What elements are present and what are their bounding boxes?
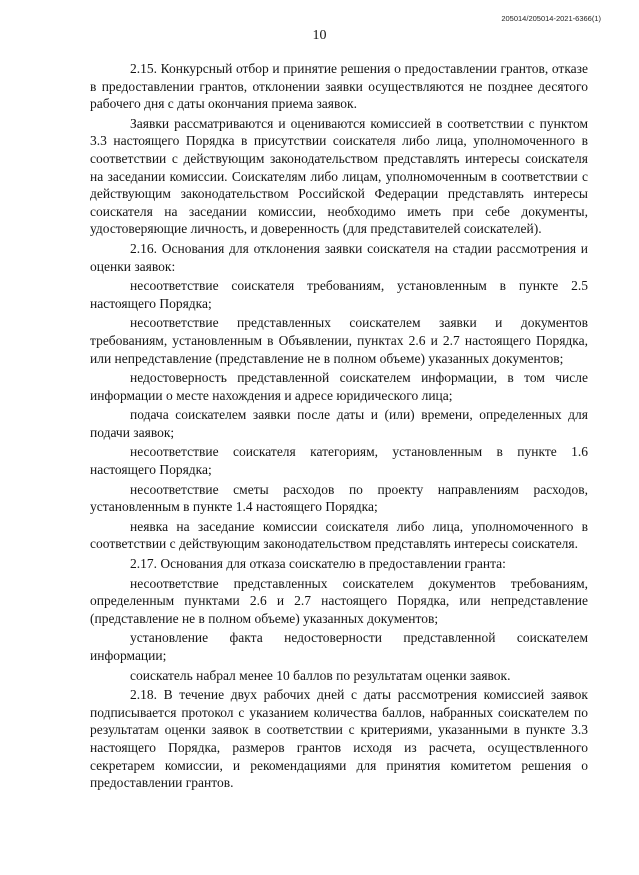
paragraph-review-commission: Заявки рассматриваются и оцениваются комиссией в соответствии с пунктом 3.3 настоящего Порядка в присутствии соискателя либо лица, уполномоченного в соответствии с действующим законодательством представлять интересы соискателя на заседании комиссии. Соискателям либо лицам, уполномоченным в соответствии с действующим законодательством Российской Федерации представлять интересы соискателя на заседании комиссии, необходимо иметь при себе документы, удостоверяющие личность, и доверенность (для представителей соискателей). (90, 115, 588, 237)
paragraph-2-17: 2.17. Основания для отказа соискателю в предоставлении гранта: (130, 556, 506, 572)
list-item: подача соискателем заявки после даты и (или) времени, определенных для подачи заявок; (90, 407, 588, 440)
list-item: установление факта недостоверности представленной соискателем информации; (90, 630, 588, 663)
document-id: 205014/205014-2021-6366(1) (501, 14, 601, 23)
list-item: недостоверность представленной соискателем информации, в том числе информации о месте нахождения и адресе юридического лица; (90, 370, 588, 403)
paragraph-2-15: 2.15. Конкурсный отбор и принятие решения о предоставлении грантов, отказе в предоставлении грантов, отклонении заявки осуществляются не позднее десятого рабочего дня с даты окончания приема заявок. (90, 61, 588, 112)
page-number: 10 (312, 28, 327, 43)
list-item: неявка на заседание комиссии соискателя либо лица, уполномоченного в соответствии с действующим законодательством представлять интересы соискателя. (90, 518, 588, 552)
list-item: несоответствие соискателя категориям, установленным в пункте 1.6 настоящего Порядка; (90, 444, 588, 478)
document-body (90, 60, 588, 794)
list-item: несоответствие представленных соискателем документов требованиям, определенным пунктами 2.6 и 2.7 настоящего Порядка, или непредставление (представление не в полном объеме) указанных документов; (90, 575, 588, 626)
list-item: несоответствие соискателя требованиям, установленным в пункте 2.5 настоящего Порядка; (90, 278, 588, 311)
list-item: несоответствие представленных соискателем заявки и документов требованиям, установленным в Объявлении, пунктах 2.6 и 2.7 настоящего Порядка, или непредставление (представление не в полном объеме) указанных документов; (90, 315, 588, 366)
paragraph-2-18: 2.18. В течение двух рабочих дней с даты рассмотрения комиссией заявок подписывается протокол с указанием количества баллов, набранных соискателем по результатам оценки заявок в соответствии с критериями, указанными в пункте 3.3 настоящего Порядка, размеров грантов исходя из расчета, осуществленного секретарем комиссии, и рекомендациями для принятия комитетом решения о предоставлении грантов. (90, 687, 588, 791)
paragraph-2-16: 2.16. Основания для отклонения заявки соискателя на стадии рассмотрения и оценки заявок: (90, 240, 588, 274)
list-item: несоответствие сметы расходов по проекту направлениям расходов, установленным в пункте 1.4 настоящего Порядка; (90, 481, 588, 515)
list-item: соискатель набрал менее 10 баллов по результатам оценки заявок. (130, 667, 511, 683)
